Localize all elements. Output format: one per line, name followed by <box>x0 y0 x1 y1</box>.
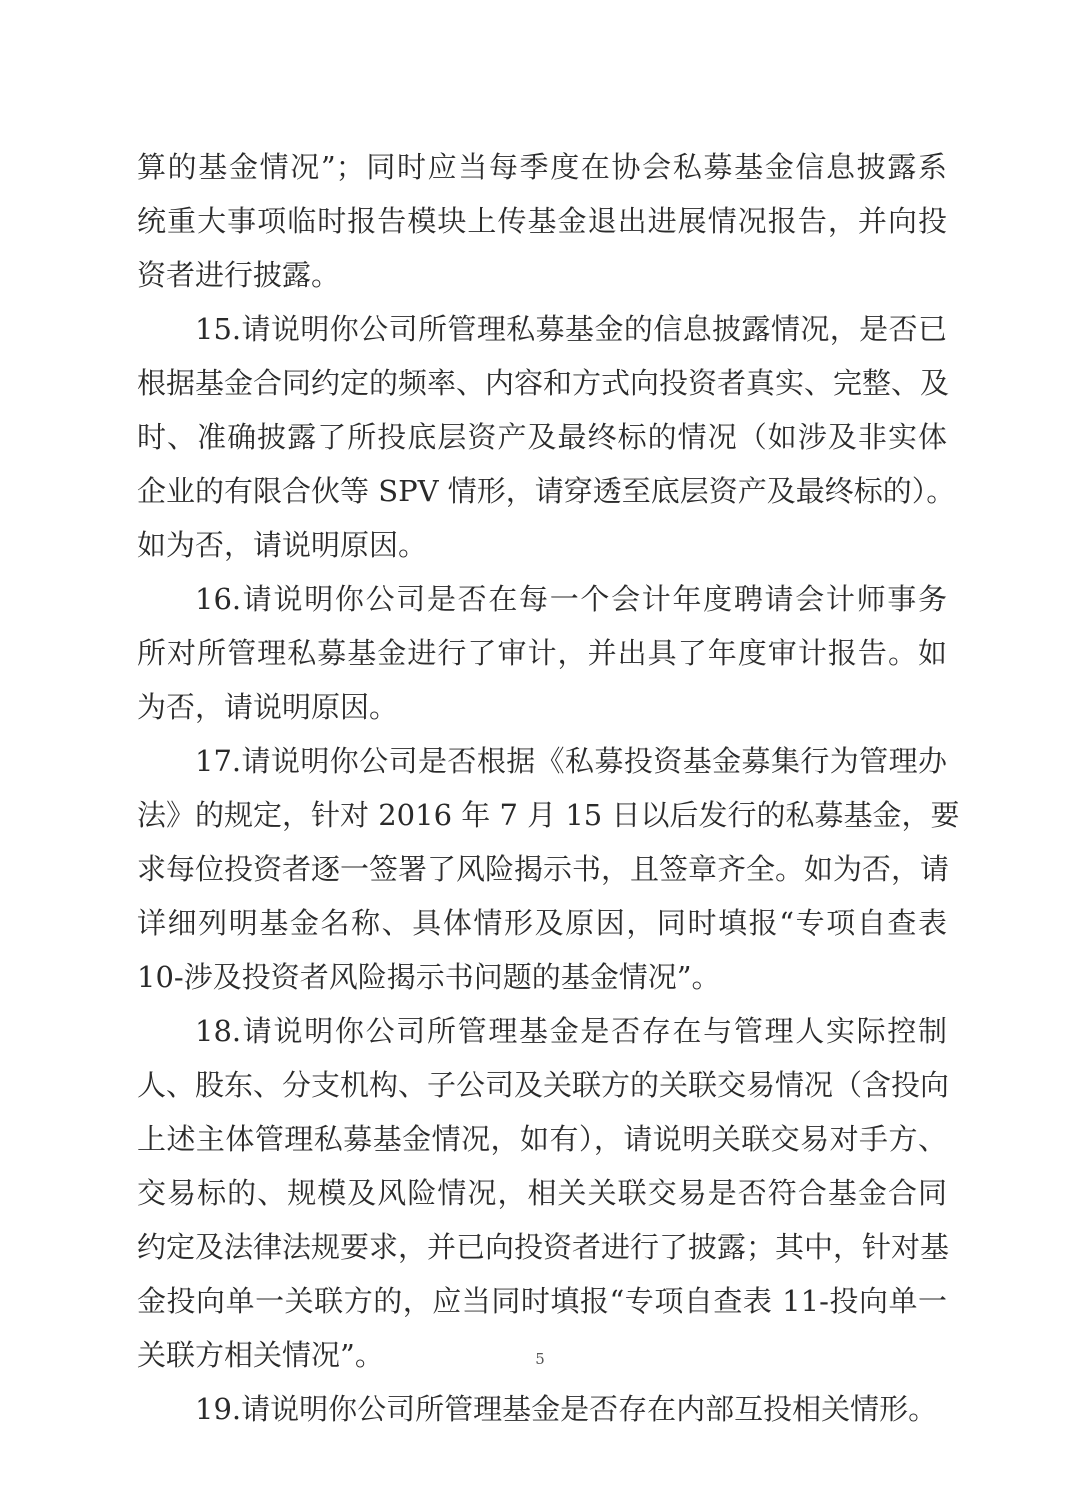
text-line: 资者进行披露。 <box>137 258 341 292</box>
item-18-line: 18.请说明你公司所管理基金是否存在与管理人实际控制 <box>195 1014 947 1048</box>
item-15-line: 15.请说明你公司所管理私募基金的信息披露情况，是否已 <box>195 312 947 346</box>
page-number: 5 <box>535 1350 545 1368</box>
item-17-line: 17.请说明你公司是否根据《私募投资基金募集行为管理办 <box>195 744 947 778</box>
text-line: 金投向单一关联方的，应当同时填报“专项自查表 11-投向单一 <box>137 1284 947 1318</box>
item-19-line: 19.请说明你公司所管理基金是否存在内部互投相关情形。 <box>195 1392 938 1426</box>
item-16-line: 16.请说明你公司是否在每一个会计年度聘请会计师事务 <box>195 582 947 616</box>
text-line: 上述主体管理私募基金情况，如有），请说明关联交易对手方、 <box>137 1122 947 1156</box>
text-line: 10-涉及投资者风险揭示书问题的基金情况”。 <box>137 960 721 994</box>
text-line: 求每位投资者逐一签署了风险揭示书，且签章齐全。如为否，请 <box>137 852 950 886</box>
body-text <box>137 140 960 1436</box>
text-line: 人、股东、分支机构、子公司及关联方的关联交易情况（含投向 <box>137 1068 950 1102</box>
text-line: 如为否，请说明原因。 <box>137 528 428 562</box>
text-line: 关联方相关情况”。 <box>137 1338 384 1372</box>
text-line: 所对所管理私募基金进行了审计，并出具了年度审计报告。如 <box>137 636 947 670</box>
text-line: 为否，请说明原因。 <box>137 690 399 724</box>
text-line: 根据基金合同约定的频率、内容和方式向投资者真实、完整、及 <box>137 366 950 400</box>
text-line: 时、准确披露了所投底层资产及最终标的情况（如涉及非实体 <box>137 420 947 454</box>
text-line: 交易标的、规模及风险情况，相关关联交易是否符合基金合同 <box>137 1176 947 1210</box>
text-line: 算的基金情况”；同时应当每季度在协会私募基金信息披露系 <box>137 150 947 184</box>
text-line: 详细列明基金名称、具体情形及原因，同时填报“专项自查表 <box>137 906 947 940</box>
text-line: 约定及法律法规要求，并已向投资者进行了披露；其中，针对基 <box>137 1230 950 1264</box>
text-line: 企业的有限合伙等 SPV 情形，请穿透至底层资产及最终标的）。 <box>137 474 956 508</box>
text-line: 统重大事项临时报告模块上传基金退出进展情况报告，并向投 <box>137 204 947 238</box>
text-line: 法》的规定，针对 2016 年 7 月 15 日以后发行的私募基金，要 <box>137 798 960 832</box>
